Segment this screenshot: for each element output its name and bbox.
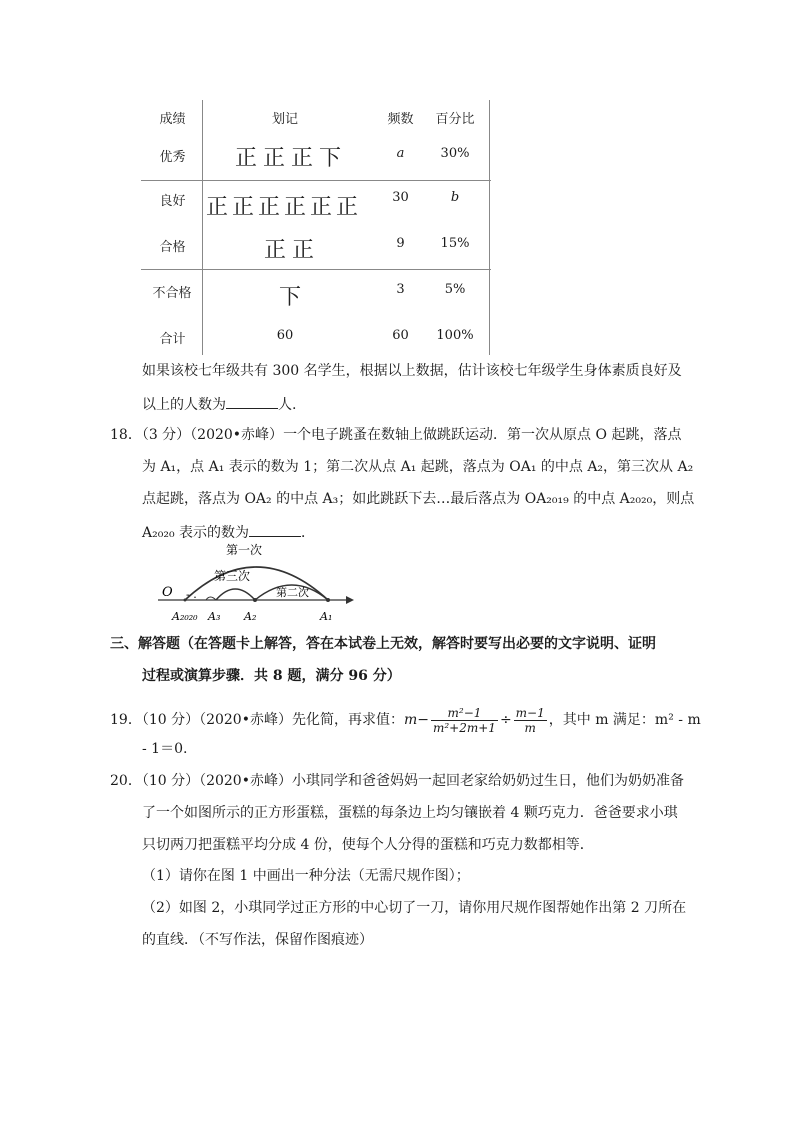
q17-line2-end: 人.: [278, 397, 297, 413]
q20-sub1: （1）请你在图 1 中画出一种分法（无需尺规作图）；: [142, 868, 470, 884]
var-m: m: [403, 712, 418, 728]
row-percent: 5%: [444, 282, 466, 297]
fraction-1-num: m²−1: [431, 706, 498, 721]
row-tally: 正正正正正正: [206, 195, 363, 220]
jump-diagram: [140, 540, 360, 630]
q20-line1: [110, 774, 684, 788]
point-a2020-label: A₂₀₂₀: [172, 610, 198, 623]
divide-sign: ÷: [499, 712, 512, 728]
q18-line4-end: ．: [301, 525, 316, 541]
q19-condition: ，其中 m 满足：m² - m: [548, 712, 701, 728]
row-percent: 100%: [436, 328, 474, 343]
row-frequency: 30: [392, 190, 409, 205]
row-percent: 15%: [440, 236, 470, 251]
q20-sub2-line2: 的直线．（不写作法，保留作图痕迹）: [142, 932, 373, 948]
q20-text: 小琪同学和爸爸妈妈一起回老家给奶奶过生日，他们为奶奶准备: [291, 773, 684, 789]
arrow-head: [346, 596, 354, 604]
header-percent: 百分比: [435, 112, 475, 127]
row-percent: b: [450, 190, 460, 205]
dots-label: - .: [186, 588, 197, 601]
fraction-2: [514, 706, 547, 735]
table-rule: [141, 269, 491, 270]
row-frequency: 60: [392, 328, 409, 343]
minus-sign: −: [417, 712, 429, 728]
row-grade: 合计: [159, 332, 186, 347]
section3-line1: 三、解答题（在答题卡上解答，答在本试卷上无效，解答时要写出必要的文字说明、证明: [110, 636, 656, 652]
q18-line4: [142, 524, 315, 540]
fraction-2-den: m: [524, 720, 536, 735]
row-grade: 良好: [159, 194, 186, 209]
q17-line1: 如果该校七年级共有 300 名学生，根据以上数据，估计该校七年级学生身体素质良好及: [142, 363, 682, 379]
q20-line3: 只切两刀把蛋糕平均分成 4 份，使每个人分得的蛋糕和巧克力数都相等．: [142, 837, 594, 853]
q18-prefix: 18．（3 分）（2020•赤峰）: [110, 427, 284, 443]
point-a2-label: A₂: [244, 610, 257, 623]
q19-line2: - 1＝0.: [142, 741, 188, 757]
header-tally: 划记: [271, 112, 298, 127]
jump2-label: 第二次: [276, 586, 309, 599]
row-percent: 30%: [440, 146, 470, 161]
section3-line2: 过程或演算步骤．共 8 题，满分 96 分）: [142, 668, 401, 684]
row-tally: 正正正下: [235, 146, 348, 171]
row-frequency: 3: [396, 282, 405, 297]
row-grade: 合格: [159, 240, 186, 255]
q17-line2: [142, 396, 296, 412]
header-frequency: 频数: [387, 112, 414, 127]
jump3-arc: [216, 589, 255, 600]
q17-line2-text: 以上的人数为: [142, 397, 226, 413]
point-a1-label: A₁: [320, 610, 333, 623]
q18-line1: [110, 428, 681, 442]
jump3-label: 第三次: [214, 569, 251, 583]
jump1-label: 第一次: [226, 543, 263, 557]
row-tally: 下: [279, 285, 308, 310]
point-dot: [326, 598, 330, 602]
answer-blank: [226, 396, 278, 409]
q19-line1: [110, 700, 701, 740]
table-rule: [141, 180, 491, 181]
q20-prefix: 20．（10 分）（2020•赤峰）: [110, 773, 292, 789]
fraction-1-den: m²+2m+1: [432, 720, 496, 735]
table-divider-right: [489, 100, 490, 355]
q20-sub2-line1: （2）如图 2，小琪同学过正方形的中心切了一刀，请你用尺规作图帮她作出第 2 刀所在: [142, 900, 687, 916]
fraction-2-num: m−1: [515, 705, 545, 720]
answer-blank: [249, 524, 301, 537]
row-frequency: a: [396, 146, 405, 161]
q18-line3: 点起跳，落点为 OA₂ 的中点 A₃；如此跳跃下去…最后落点为 OA₂₀₁₉ 的中点 A₂₀₂₀，则点: [142, 491, 695, 507]
origin-label: O: [162, 585, 173, 600]
row-frequency: 9: [396, 236, 405, 251]
fraction-1: [431, 706, 498, 735]
header-grade: 成绩: [159, 112, 186, 127]
point-dot: [253, 598, 257, 602]
row-grade: 优秀: [159, 150, 186, 165]
q18-line4-text: A₂₀₂₀ 表示的数为: [142, 525, 250, 541]
q18-text: 一个电子跳蚤在数轴上做跳跃运动．第一次从原点 O 起跳，落点: [283, 427, 682, 443]
point-a3-label: A₃: [208, 610, 221, 623]
q19-prefix: 19．（10 分）（2020•赤峰）先化简，再求值：: [110, 712, 404, 728]
row-tally-total: 60: [276, 328, 294, 343]
q18-line2: 为 A₁，点 A₁ 表示的数为 1；第二次从点 A₁ 起跳，落点为 OA₁ 的中点 A₂，第三次从 A₂: [142, 459, 694, 475]
q20-line2: 了一个如图所示的正方形蛋糕，蛋糕的每条边上均匀镶嵌着 4 颗巧克力．爸爸要求小琪: [142, 805, 678, 821]
table-divider-left: [202, 100, 203, 355]
row-grade: 不合格: [152, 286, 192, 301]
row-tally: 正正: [264, 238, 321, 263]
